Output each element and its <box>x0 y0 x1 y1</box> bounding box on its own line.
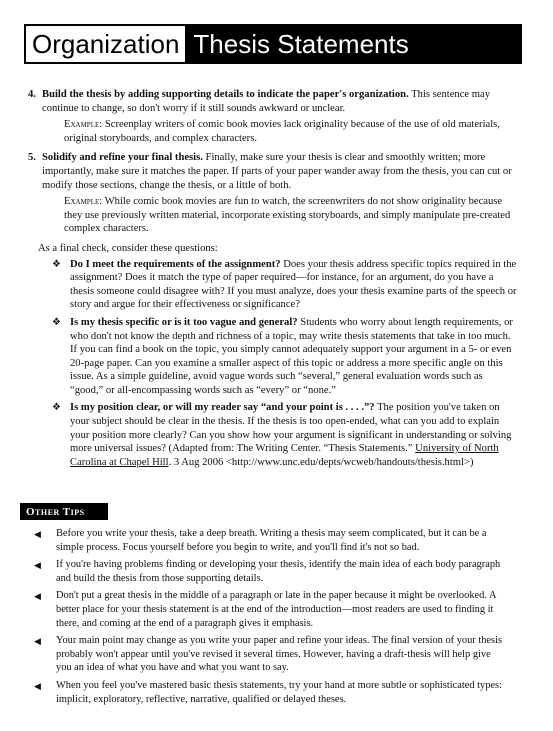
step-number: 4. <box>28 89 36 100</box>
page-header <box>24 24 522 64</box>
question-text: Students who worry about length requirements, or who don't not know the depth and richness of a topic, may write thesis statements that take in too much. If you can find a book on the topic, you simply cannot adequately support your argument in a 5- or even 20-page paper. Can you examine a smaller aspect of this topic or address a more specific angle on this issue. As a simple guideline, avoid vague words such “several,” general evaluation words such as “good,” or all-encompassing words such as “every” or “none.” <box>70 316 513 396</box>
triangle-bullet-icon: ◀ <box>34 560 41 571</box>
step-text: This sentence may continue to change, so don't worry if it still sounds awkward or unclear. <box>42 89 491 114</box>
example-text: Screenplay writers of comic book movies lack originality because of the use of old materials, original storyboards, and complex characters. <box>64 119 500 144</box>
step-heading: Solidify and refine your final thesis. <box>42 152 203 164</box>
tip-text: Your main point may change as you write your paper and refine your ideas. The final version of your thesis probably won't appear until you've revised it several times. However, having a draft-thesis will help give you an idea of what you have and what you want to say. <box>56 635 503 674</box>
step-number: 5. <box>28 152 36 164</box>
tip-item <box>28 558 508 585</box>
tip-text: Don't put a great thesis in the middle of a paragraph or late in the paper because it might be overlooked. A better place for your thesis statement is at the end of the introduction—most readers are used to finding it there, and coming at the end of a paragraph gives it emphasis. <box>56 590 496 629</box>
tip-text: Before you write your thesis, take a deep breath. Writing a thesis may seem complicated, but it can be a simple process. Focus yourself before you begin to write, and you'll find it's not so bad. <box>56 528 487 553</box>
step-text: Finally, make sure your thesis is clear and smoothly written; more importantly, make sure it matches the paper. If parts of your paper wander away from the thesis, you can cut or modify those sections, change the thesis, or a little of both. <box>42 152 512 191</box>
question-item <box>28 401 518 469</box>
source-title: University of North Carolina at Chapel Hill <box>70 443 499 468</box>
tips-list <box>28 527 508 710</box>
example <box>42 195 518 236</box>
step-5 <box>28 151 518 236</box>
final-check-intro: As a final check, consider these questions: <box>38 242 218 254</box>
tip-item <box>28 634 508 675</box>
header-title: Thesis Statements <box>185 26 520 62</box>
diamond-bullet-icon: ❖ <box>52 316 61 328</box>
example-text: While comic book movies are fun to watch, the screenwriters do not show originality because they use previously written material, incorporate existing storyboards, and simply manipulate pre-created complex characters. <box>64 196 511 235</box>
diamond-bullet-icon: ❖ <box>52 402 61 414</box>
step-heading: Build the thesis by adding supporting details to indicate the paper's organization. <box>42 89 409 100</box>
tip-item <box>28 527 508 554</box>
tip-item <box>28 679 508 706</box>
example-label: Example: <box>64 196 103 208</box>
example <box>42 118 518 145</box>
triangle-bullet-icon: ◀ <box>34 529 41 539</box>
question-text: Does your thesis address specific topics required in the assignment? Does it match the type of paper required—for instance, for an argument, do you have a thesis someone could disagree with? If you must analyze, does your thesis examine parts of the speech or story and argue for their effectiveness or significance? <box>70 258 517 311</box>
tips-header: Other Tips <box>20 503 108 520</box>
question-heading: Do I meet the requirements of the assignment? <box>70 258 281 270</box>
header-section-label: Organization <box>26 26 185 62</box>
triangle-bullet-icon: ◀ <box>34 680 41 691</box>
tip-text: When you feel you've mastered basic thesis statements, try your hand at more subtle or sophisticated types: implicit, exploratory, reflective, narrative, qualified or delayed theses. <box>56 679 502 705</box>
diamond-bullet-icon: ❖ <box>52 258 61 270</box>
example-label: Example: <box>64 119 103 131</box>
main-content <box>28 88 518 473</box>
question-text: The position you've taken on your subject should be clear in the thesis. If the thesis is too open-ended, what can you add to explain your position more clearly? Can you show how your argument is significant in understanding or solving more universal issues? (Adapted from: The Writing Center. “Thesis Statements.” <box>70 402 512 455</box>
question-heading: Is my thesis specific or is it too vague and general? <box>70 316 298 328</box>
triangle-bullet-icon: ◀ <box>34 591 41 602</box>
question-heading: Is my position clear, or will my reader say “and your point is . . . .”? <box>70 402 375 414</box>
tip-item <box>28 589 508 630</box>
tip-text: If you're having problems finding or developing your thesis, identify the main idea of each body paragraph and build the thesis from those supporting details. <box>56 559 501 584</box>
step-4 <box>28 88 518 145</box>
question-item <box>28 316 518 398</box>
triangle-bullet-icon: ◀ <box>34 636 41 647</box>
source-citation: . 3 Aug 2006 <http://www.unc.edu/depts/wcweb/handouts/thesis.html>) <box>168 456 474 468</box>
question-item <box>28 258 518 312</box>
